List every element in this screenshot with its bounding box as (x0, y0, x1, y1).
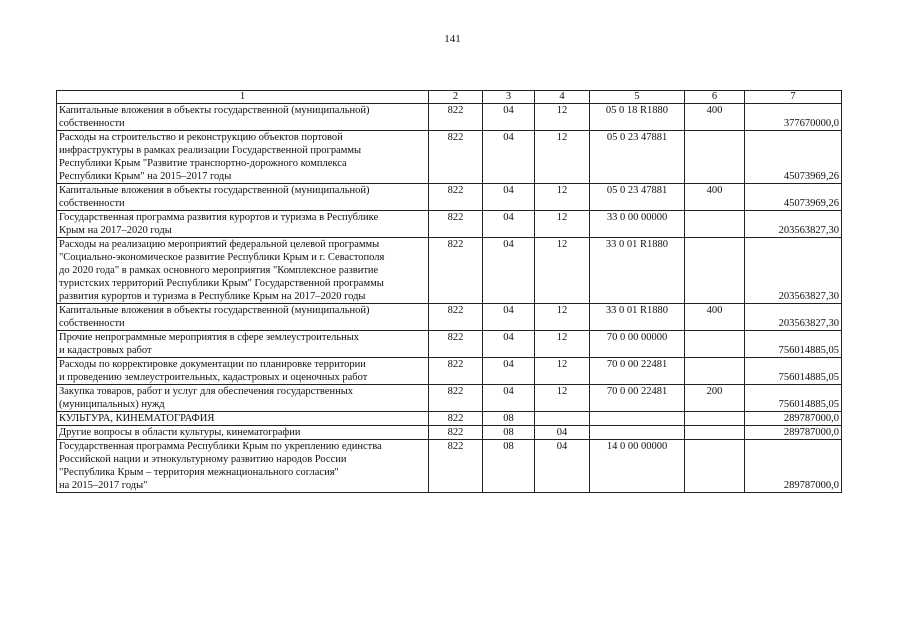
subsection-code-cell: 12 (535, 211, 590, 238)
target-article-cell: 33 0 01 R1880 (590, 304, 685, 331)
row-name-cell: Капитальные вложения в объекты государственной (муниципальной) собственности (57, 104, 429, 131)
section-code-cell: 04 (483, 131, 535, 184)
gr-code-cell: 822 (429, 184, 483, 211)
target-article-cell: 05 0 18 R1880 (590, 104, 685, 131)
table-row (57, 238, 842, 304)
expense-type-cell: 400 (685, 184, 745, 211)
target-article-cell (590, 412, 685, 426)
amount-cell: 289787000,0 (745, 426, 842, 440)
gr-code-cell: 822 (429, 426, 483, 440)
header-cell: 5 (590, 91, 685, 104)
amount-cell: 289787000,0 (745, 412, 842, 426)
section-code-cell: 08 (483, 440, 535, 493)
expense-type-cell: 400 (685, 104, 745, 131)
target-article-cell: 05 0 23 47881 (590, 131, 685, 184)
target-article-cell: 05 0 23 47881 (590, 184, 685, 211)
target-article-cell (590, 426, 685, 440)
gr-code-cell: 822 (429, 440, 483, 493)
row-name-cell: Государственная программа Республики Крым по укреплению единства Российской нации и этнокультурному развитию народов России "Республика Крым – территория межнационального согласия" на 2015–2017 годы" (57, 440, 429, 493)
gr-code-cell: 822 (429, 131, 483, 184)
subsection-code-cell: 04 (535, 426, 590, 440)
subsection-code-cell: 12 (535, 385, 590, 412)
amount-cell: 756014885,05 (745, 385, 842, 412)
table-header-row (57, 91, 842, 104)
row-name-cell: КУЛЬТУРА, КИНЕМАТОГРАФИЯ (57, 412, 429, 426)
target-article-cell: 33 0 01 R1880 (590, 238, 685, 304)
expense-type-cell (685, 331, 745, 358)
target-article-cell: 70 0 00 00000 (590, 331, 685, 358)
section-code-cell: 04 (483, 211, 535, 238)
table-row (57, 440, 842, 493)
header-cell: 7 (745, 91, 842, 104)
table-row (57, 104, 842, 131)
section-code-cell: 04 (483, 184, 535, 211)
subsection-code-cell (535, 412, 590, 426)
subsection-code-cell: 12 (535, 184, 590, 211)
target-article-cell: 33 0 00 00000 (590, 211, 685, 238)
subsection-code-cell: 12 (535, 358, 590, 385)
subsection-code-cell: 04 (535, 440, 590, 493)
table-row (57, 331, 842, 358)
target-article-cell: 14 0 00 00000 (590, 440, 685, 493)
table-row (57, 304, 842, 331)
gr-code-cell: 822 (429, 358, 483, 385)
expense-type-cell: 200 (685, 385, 745, 412)
gr-code-cell: 822 (429, 104, 483, 131)
section-code-cell: 08 (483, 412, 535, 426)
section-code-cell: 04 (483, 104, 535, 131)
budget-table (56, 90, 842, 493)
expense-type-cell (685, 211, 745, 238)
amount-cell: 45073969,26 (745, 131, 842, 184)
expense-type-cell (685, 412, 745, 426)
subsection-code-cell: 12 (535, 304, 590, 331)
subsection-code-cell: 12 (535, 104, 590, 131)
section-code-cell: 04 (483, 385, 535, 412)
header-cell: 4 (535, 91, 590, 104)
expense-type-cell: 400 (685, 304, 745, 331)
table-row (57, 385, 842, 412)
table-row (57, 131, 842, 184)
header-cell: 3 (483, 91, 535, 104)
row-name-cell: Закупка товаров, работ и услуг для обеспечения государственных (муниципальных) нужд (57, 385, 429, 412)
amount-cell: 203563827,30 (745, 211, 842, 238)
header-cell: 2 (429, 91, 483, 104)
row-name-cell: Капитальные вложения в объекты государственной (муниципальной) собственности (57, 304, 429, 331)
amount-cell: 45073969,26 (745, 184, 842, 211)
row-name-cell: Расходы на реализацию мероприятий федеральной целевой программы "Социально-экономическое развитие Республики Крым и г. Севастополя до 2020 года" в рамках основного мероприятия "Комплексное развитие туристских территорий Республики Крым" Государственной программы развития курортов и туризма в Республике Крым на 2017–2020 годы (57, 238, 429, 304)
section-code-cell: 04 (483, 331, 535, 358)
amount-cell: 377670000,0 (745, 104, 842, 131)
row-name-cell: Государственная программа развития курортов и туризма в Республике Крым на 2017–2020 годы (57, 211, 429, 238)
table-row (57, 426, 842, 440)
amount-cell: 756014885,05 (745, 331, 842, 358)
page-number: 141 (444, 33, 461, 45)
target-article-cell: 70 0 00 22481 (590, 358, 685, 385)
subsection-code-cell: 12 (535, 131, 590, 184)
section-code-cell: 04 (483, 358, 535, 385)
header-cell: 1 (57, 91, 429, 104)
expense-type-cell (685, 440, 745, 493)
expense-type-cell (685, 131, 745, 184)
gr-code-cell: 822 (429, 304, 483, 331)
row-name-cell: Прочие непрограммные мероприятия в сфере землеустроительных и кадастровых работ (57, 331, 429, 358)
table-row (57, 211, 842, 238)
expense-type-cell (685, 426, 745, 440)
expense-type-cell (685, 358, 745, 385)
table-row (57, 358, 842, 385)
subsection-code-cell: 12 (535, 238, 590, 304)
gr-code-cell: 822 (429, 331, 483, 358)
row-name-cell: Капитальные вложения в объекты государственной (муниципальной) собственности (57, 184, 429, 211)
row-name-cell: Расходы по корректировке документации по планировке территории и проведению землеустроительных, кадастровых и оценочных работ (57, 358, 429, 385)
gr-code-cell: 822 (429, 211, 483, 238)
target-article-cell: 70 0 00 22481 (590, 385, 685, 412)
section-code-cell: 04 (483, 304, 535, 331)
amount-cell: 203563827,30 (745, 238, 842, 304)
amount-cell: 756014885,05 (745, 358, 842, 385)
table-row (57, 412, 842, 426)
amount-cell: 289787000,0 (745, 440, 842, 493)
section-code-cell: 04 (483, 238, 535, 304)
row-name-cell: Другие вопросы в области культуры, кинематографии (57, 426, 429, 440)
table-row (57, 184, 842, 211)
expense-type-cell (685, 238, 745, 304)
amount-cell: 203563827,30 (745, 304, 842, 331)
gr-code-cell: 822 (429, 412, 483, 426)
gr-code-cell: 822 (429, 238, 483, 304)
gr-code-cell: 822 (429, 385, 483, 412)
section-code-cell: 08 (483, 426, 535, 440)
row-name-cell: Расходы на строительство и реконструкцию объектов портовой инфраструктуры в рамках реализации Государственной программы Республики Крым "Развитие транспортно-дорожного комплекса Республики Крым" на 2015–2017 годы (57, 131, 429, 184)
header-cell: 6 (685, 91, 745, 104)
subsection-code-cell: 12 (535, 331, 590, 358)
